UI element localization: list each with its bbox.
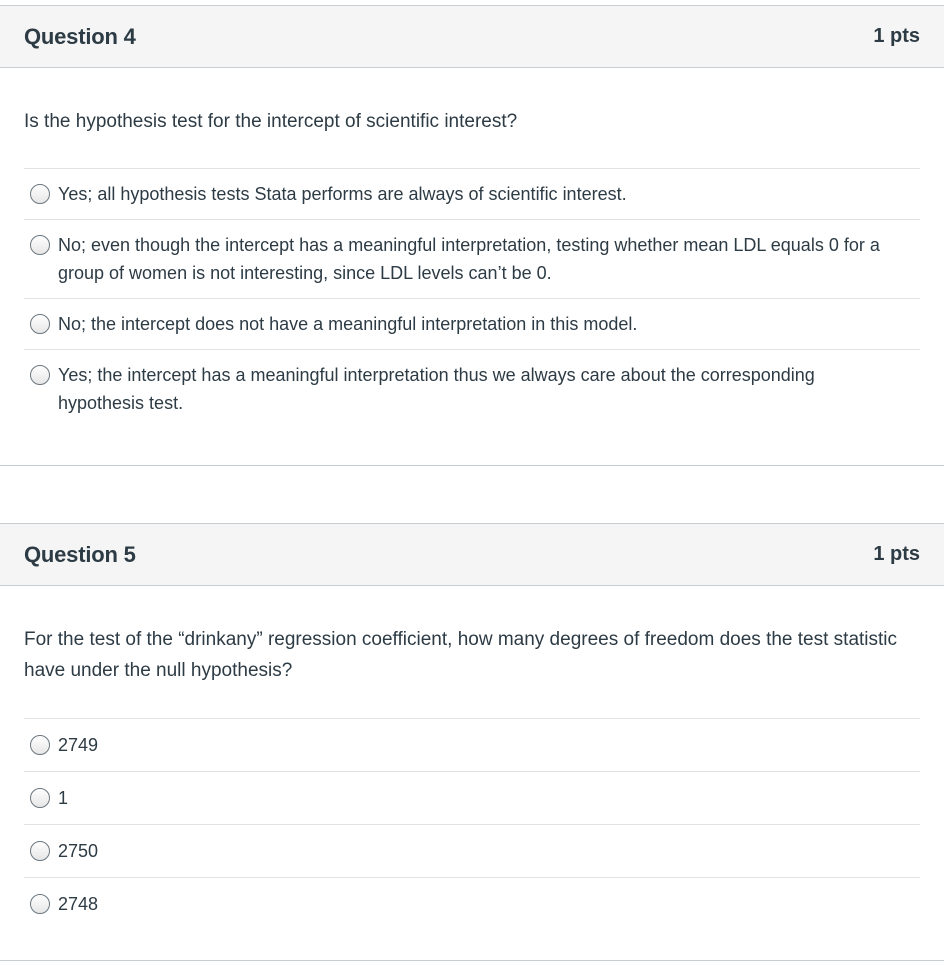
- radio-button[interactable]: [30, 894, 50, 914]
- answer-option[interactable]: [24, 220, 920, 299]
- answer-label: Yes; the intercept has a meaningful interpretation thus we always care about the corresponding hypothesis test.: [58, 365, 815, 413]
- radio-button[interactable]: [30, 788, 50, 808]
- question-5-card: [0, 523, 944, 961]
- answer-label: 2750: [58, 841, 99, 861]
- answer-label: 1: [58, 788, 69, 808]
- radio-button[interactable]: [30, 235, 50, 255]
- answer-option[interactable]: [24, 350, 920, 428]
- answer-option[interactable]: [24, 299, 920, 350]
- radio-button[interactable]: [30, 184, 50, 204]
- question-points: 1 pts: [873, 25, 920, 47]
- radio-button[interactable]: [30, 735, 50, 755]
- question-title: Question 4: [24, 23, 136, 49]
- question-text: For the test of the “drinkany” regression coefficient, how many degrees of freedom does the test statistic have under the null hypothesis?: [24, 629, 898, 681]
- radio-button[interactable]: [30, 314, 50, 334]
- question-4-card: [0, 5, 944, 466]
- answer-list: [24, 718, 920, 930]
- answer-option[interactable]: [24, 719, 920, 772]
- answer-list: [24, 168, 920, 428]
- radio-button[interactable]: [30, 841, 50, 861]
- question-body: [0, 586, 944, 930]
- question-points: 1 pts: [873, 543, 920, 565]
- answer-option[interactable]: [24, 878, 920, 930]
- answer-option[interactable]: [24, 169, 920, 220]
- question-title: Question 5: [24, 541, 136, 567]
- answer-label: 2749: [58, 735, 99, 755]
- answer-option[interactable]: [24, 772, 920, 825]
- question-header: [0, 524, 944, 586]
- question-body: [0, 68, 944, 428]
- answer-option[interactable]: [24, 825, 920, 878]
- answer-label: Yes; all hypothesis tests Stata performs are always of scientific interest.: [58, 184, 627, 204]
- answer-label: No; even though the intercept has a meaningful interpretation, testing whether mean LDL equals 0 for a group of women is not interesting, since LDL levels can’t be 0.: [58, 235, 880, 283]
- question-header: [0, 6, 944, 68]
- question-text: Is the hypothesis test for the intercept of scientific interest?: [24, 111, 518, 132]
- radio-button[interactable]: [30, 365, 50, 385]
- answer-label: 2748: [58, 894, 99, 914]
- answer-label: No; the intercept does not have a meaningful interpretation in this model.: [58, 314, 638, 334]
